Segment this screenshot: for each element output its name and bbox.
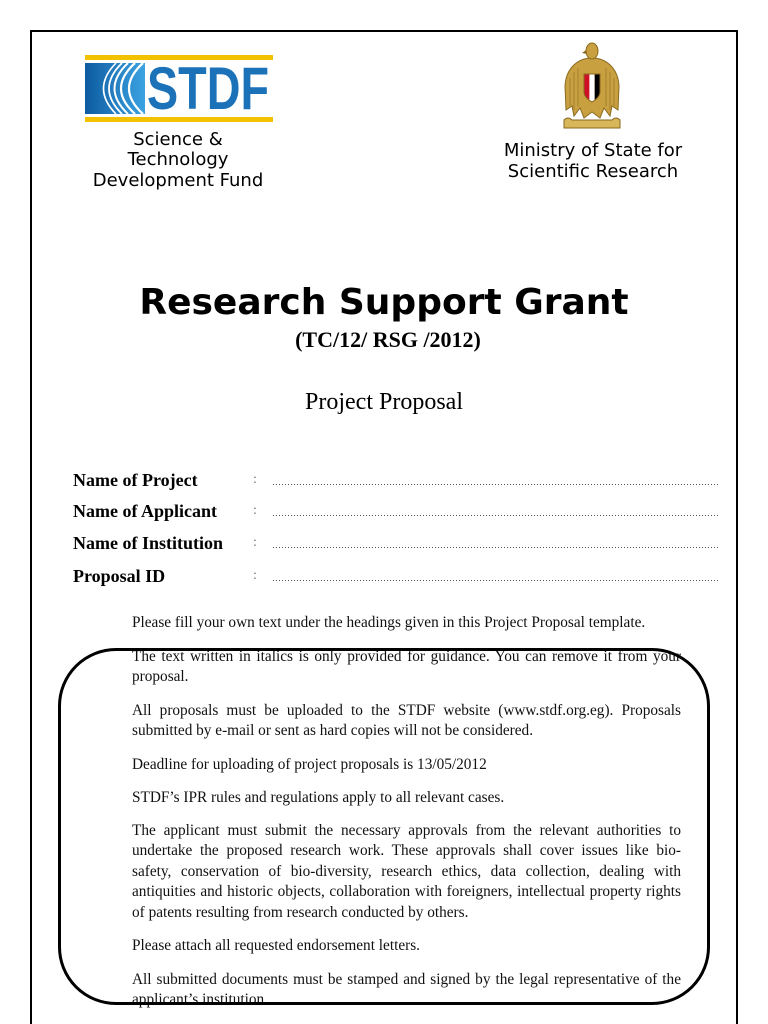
field-separator: :: [253, 568, 257, 583]
instruction-paragraph: [132, 755, 681, 776]
instruction-paragraph: [132, 788, 681, 809]
field-institution-name: [0, 532, 768, 554]
instruction-line: proposal.: [132, 668, 189, 686]
ministry-name-line: Scientific Research: [507, 160, 679, 182]
org-name-line: Technology: [127, 149, 229, 170]
document-subtitle: Project Proposal: [305, 389, 463, 415]
instruction-line: of patents resulting from research conducted by others.: [132, 903, 469, 921]
field-project-name: [0, 469, 768, 491]
field-label: Name of Applicant: [73, 501, 217, 521]
field-label: Proposal ID: [73, 566, 166, 586]
field-label: Name of Institution: [73, 533, 224, 553]
instruction-line: All submitted documents must be stamped and signed by the legal representative of the: [132, 970, 681, 988]
instruction-line: All proposals must be uploaded to the STDF website (www.stdf.org.eg). Proposals: [132, 701, 681, 719]
instruction-paragraph: [132, 936, 681, 957]
instruction-line: Please attach all requested endorsement letters.: [132, 936, 420, 954]
field-proposal-id: [0, 565, 768, 587]
instruction-paragraph: [132, 613, 681, 634]
instruction-paragraph: [132, 647, 681, 688]
instruction-line: Please fill your own text under the headings given in this Project Proposal template.: [132, 613, 646, 631]
field-applicant-name: [0, 500, 768, 522]
instruction-line: undertake the proposed research work. These approvals shall cover issues like bio-: [132, 842, 681, 860]
org-name-line: Development Fund: [92, 169, 264, 191]
instruction-line: The applicant must submit the necessary approvals from the relevant authorities to: [132, 821, 681, 839]
instruction-line: The text written in italics is only provided for guidance. You can remove it from your: [132, 647, 681, 665]
field-separator: :: [253, 503, 257, 518]
call-reference: (TC/12/ RSG /2012): [295, 327, 481, 352]
egypt-eagle-emblem-icon: [558, 40, 626, 132]
instruction-line: safety, conservation of bio-diversity, research ethics, data collection, dealing with: [132, 862, 681, 880]
instruction-line: submitted by e-mail or sent as hard copies will not be considered.: [132, 722, 534, 740]
field-dotted-line: [273, 515, 720, 516]
instruction-line: antiquities and historic objects, collaboration with foreigners, intellectual property rights: [132, 883, 681, 901]
instruction-line: applicant’s institution.: [132, 991, 268, 1009]
ministry-name: [478, 140, 708, 182]
org-name: [78, 130, 278, 192]
field-dotted-line: [273, 484, 720, 485]
org-name-line: Science &: [133, 128, 223, 150]
field-dotted-line: [273, 547, 720, 548]
instruction-paragraph: [132, 970, 681, 1011]
document-title: Research Support Grant: [139, 282, 629, 323]
instruction-line: Deadline for uploading of project proposals is 13/05/2012: [132, 755, 487, 773]
ministry-name-line: Ministry of State for: [503, 139, 683, 161]
logo-text: STDF: [147, 55, 269, 122]
field-separator: :: [253, 535, 257, 550]
instruction-line: STDF’s IPR rules and regulations apply to all relevant cases.: [132, 788, 505, 806]
instruction-paragraph: [132, 701, 681, 742]
field-separator: :: [253, 472, 257, 487]
instruction-paragraph: [132, 821, 681, 924]
stdf-logo: [85, 55, 273, 122]
field-dotted-line: [273, 580, 720, 581]
field-label: Name of Project: [73, 470, 198, 490]
